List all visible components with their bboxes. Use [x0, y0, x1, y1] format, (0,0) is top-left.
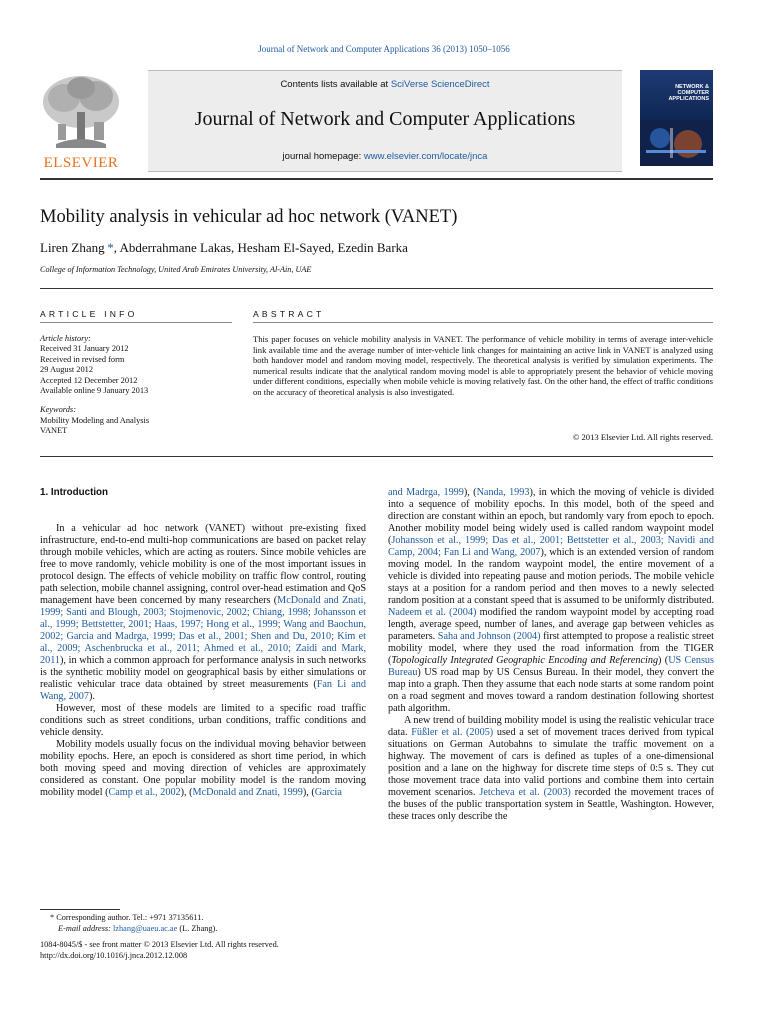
abstract-rule	[253, 322, 713, 323]
affiliation: College of Information Technology, United Arab Emirates University, Al-Ain, UAE	[40, 265, 312, 274]
front-matter	[40, 940, 279, 961]
paragraph: A new trend of building mobility model is using the realistic vehicular trace data. Füßler et al. (2005) used a set of movement traces derived from typical situations on German Autobahns to simulate the traffic movement on a highway. The movement of cars is defined as tuples of a one-dimensional position and a lane on the highway for discrete time steps of 0:5 s. They cut those movement trace data into valid portions and combine them into certain movement scenarios. Jetcheva et al. (2003) recorded the movement traces of the buses of the public transportation system in Seattle, Washington. However, these traces only describe the	[388, 715, 715, 822]
column-left	[40, 487, 366, 799]
email-link[interactable]: lzhang@uaeu.ac.ae	[113, 923, 178, 933]
paragraph: Mobility models usually focus on the individual moving behavior between mobility epochs. Here, an epoch is considered as short time period, in which both moving speed and moving direction of vehicles are approximately considered as constant. One popular mobility model is the random moving mobility model (Camp et al., 2002), (McDonald and Znati, 1999), (Garcia	[40, 739, 366, 798]
divider	[40, 456, 713, 457]
citation-link[interactable]: Nadeem et al. (2004)	[388, 607, 477, 618]
email-suffix: (L. Zhang).	[177, 923, 218, 933]
author-others: , Abderrahmane Lakas, Hesham El-Sayed, Ezedin Barka	[113, 240, 408, 255]
email-label: E-mail address:	[58, 923, 113, 933]
corresponding-mark[interactable]: *	[104, 240, 114, 255]
italic-text: Topologically Integrated Geographic Encoding and Referencing	[391, 655, 659, 666]
article-info-heading: ARTICLE INFO	[40, 309, 138, 319]
history-item: Received 31 January 2012	[40, 344, 129, 354]
citation-link[interactable]: Jetcheva et al. (2003)	[479, 787, 571, 798]
column-right	[388, 487, 714, 823]
history-item: Accepted 12 December 2012	[40, 375, 138, 385]
article-info	[40, 334, 235, 437]
journal-cover[interactable]	[640, 70, 713, 166]
abstract-text: This paper focuses on vehicle mobility analysis in VANET. The performance of vehicle mobility in terms of average inter-vehicle link available time and the average number of inter-vehicle link changes for maintaining an active link in VANET is analyzed using both handover model and random moving model, respectively. The theoretical analysis is verified by simulation experiments. The numerical results indicate that the analytical random moving model is able to appropriately present the behavior of vehicle moving under different conditions, especially when mobile vehicle is moving relatively fast. On the other hand, the effect of traffic conditions on the accuracy of theoretical analysis is also investigated.	[253, 334, 713, 397]
keywords-label: Keywords:	[40, 405, 76, 415]
divider	[40, 288, 713, 289]
paragraph: In a vehicular ad hoc network (VANET) without pre-existing fixed infrastructure, end-to-end multi-hop communications are based on packet relay through mobile vehicles, which are acting as routers. Since mobile vehicles are free to move randomly, vehicle mobility is one of the most important issues in protocol design. The effects of vehicle mobility on traffic flow control, routing path selection, mobile channel assigning, control over-head estimation and QoS management have been concerned by many researchers (McDonald and Znati, 1999; Santi and Blough, 2003; Stojmenovic, 2002; Chiang, 1998; Johansson et al., 1999; Bettstetter, 2001; Haas, 1997; Hong et al., 1999; Wang and Baochun, 2002; Garcia and Madrga, 1999; Das et al., 2001; Shen and Du, 2010; Kim et al., 2009; Aschenbrucka et al., 2011; Ahmed et al., 2010; Zaidi and Mark, 2011), in which a common approach for performance analysis in such networks is the synthetic mobility model on geographical basis by either simulations or realistic vehicular trace data obtained by street measurements (Fan Li and Wang, 2007).	[40, 523, 367, 702]
keyword: VANET	[40, 426, 68, 436]
header-divider	[40, 178, 713, 180]
cover-graphic	[640, 110, 713, 166]
author-corresponding: Liren Zhang	[40, 240, 105, 255]
history-label: Article history:	[40, 334, 91, 343]
citation-link[interactable]: Nanda, 1993	[476, 487, 530, 498]
contents-line	[148, 79, 622, 90]
citation-link[interactable]: McDonald and Znati, 1999	[192, 787, 303, 798]
tree-icon	[36, 72, 126, 150]
elsevier-logo	[36, 72, 126, 171]
footnote: * Corresponding author. Tel.: +971 37135611. E-mail address: lzhang@uaeu.ac.ae (L. Zhang).	[50, 913, 218, 933]
citation-link[interactable]: Fan Li and Wang, 2007	[40, 679, 366, 702]
citation-link[interactable]: Johansson et al., 1999; Das et al., 2001; Bettstetter et al., 2003; Navidi and Camp, 2004; Fan Li and Wang, 2007	[388, 535, 714, 558]
keyword: Mobility Modeling and Analysis	[40, 415, 150, 425]
citation-link[interactable]: Saha and Johnson (2004)	[437, 631, 541, 642]
section-heading: 1. Introduction	[40, 487, 109, 498]
abstract-heading: ABSTRACT	[253, 309, 325, 319]
citation-link[interactable]: US Census Bureau	[388, 655, 714, 678]
history-item: Received in revised form	[40, 354, 125, 364]
corresponding-note: Corresponding author. Tel.: +971 37135611.	[56, 913, 204, 922]
homepage-prefix: journal homepage:	[282, 151, 364, 162]
cover-title: NETWORK & COMPUTER APPLICATIONS	[668, 84, 709, 102]
citation-link[interactable]: McDonald and Znati, 1999; Santi and Blough, 2003; Stojmenovic, 2002; Chiang, 1998; Johansson et al., 1999; Bettstetter, 2001; Haas, 1997; Hong et al., 1999; Wang and Baochun, 2002; Garcia and Madrga, 1999; Das et al., 2001; Shen and Du, 2010; Kim et al., 2009; Aschenbrucka et al., 2011; Ahmed et al., 2010; Zaidi and Mark, 2011	[40, 595, 367, 666]
citation-link[interactable]: and Madrga, 1999	[388, 487, 464, 498]
front-matter-line: 1084-8045/$ - see front matter © 2013 Elsevier Ltd. All rights reserved.	[40, 940, 279, 949]
journal-reference[interactable]: Journal of Network and Computer Applications 36 (2013) 1050–1056	[258, 44, 510, 54]
article-title: Mobility analysis in vehicular ad hoc network (VANET)	[40, 207, 458, 227]
history-item: 29 August 2012	[40, 365, 94, 375]
homepage-link[interactable]: www.elsevier.com/locate/jnca	[363, 151, 488, 162]
citation-link[interactable]: Füßler et al. (2005)	[411, 727, 494, 738]
copyright: © 2013 Elsevier Ltd. All rights reserved.	[572, 432, 713, 442]
paragraph: However, most of these models are limited to a specific road traffic conditions such as street conditions, urban conditions, traffic conditions and vehicle density.	[40, 703, 366, 738]
history-item: Available online 9 January 2013	[40, 386, 149, 396]
publisher-name: ELSEVIER	[43, 155, 119, 171]
author-list	[40, 240, 408, 256]
footnote-rule	[40, 909, 120, 910]
article-info-rule	[40, 322, 232, 323]
homepage-line	[148, 151, 622, 162]
contents-prefix: Contents lists available at	[280, 79, 391, 90]
doi-link[interactable]: http://dx.doi.org/10.1016/j.jnca.2012.12.008	[40, 950, 188, 960]
citation-link[interactable]: Camp et al., 2002	[108, 787, 181, 798]
journal-title: Journal of Network and Computer Applications	[194, 108, 576, 130]
sciencedirect-link[interactable]: SciVerse ScienceDirect	[390, 79, 490, 90]
paragraph: and Madrga, 1999), (Nanda, 1993), in which the moving of vehicle is divided into a sequence of mobility epochs. In this model, both of the speed and direction are constant within an epoch, but randomly vary from epoch to epoch. Another mobility model being widely used is called random waypoint model (Johansson et al., 1999; Das et al., 2001; Bettstetter et al., 2003; Navidi and Camp, 2004; Fan Li and Wang, 2007), which is an extended version of random moving model. In the random waypoint model, the entire movement of a vehicle is divided into repeating pause and motion periods. The mobile vehicle stays at a position for a random period and then moves to a newly selected random position at a constant speed that is assumed to be uniformly distributed. Nadeem et al. (2004) modified the random waypoint model by accepting road length, average speed, number of lanes, and average gap between vehicles as parameters. Saha and Johnson (2004) first attempted to propose a realistic street mobility model, where they used the road information from the TIGER (Topologically Integrated Geographic Encoding and Referencing) (US Census Bureau) US road map by US Census Bureau. In their model, they convert the map into a graph. Then they assume that each node starts at some random point on a road segment and moves toward a random destination following shortest path algorithm.	[388, 487, 714, 714]
citation-link[interactable]: Garcia	[314, 787, 342, 798]
